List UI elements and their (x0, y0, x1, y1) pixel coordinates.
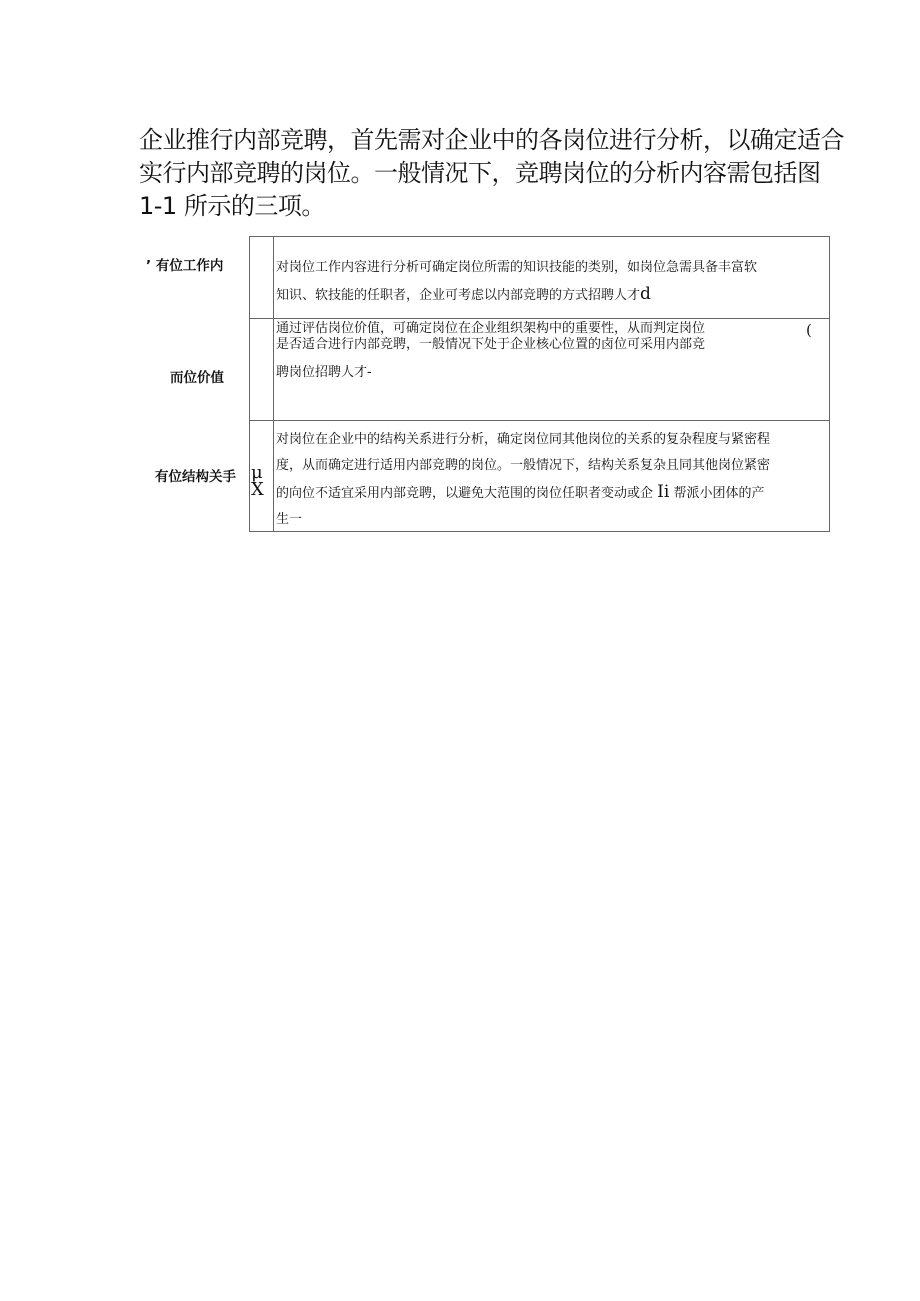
intro-paragraph (139, 124, 844, 223)
row-3-line-2: 度，从而确定进行适用内部竞聘的岗位。一般情况下，结构关系复杂且同其他岗位紧密 (276, 458, 771, 473)
table-divider-vertical (273, 237, 274, 531)
row-label-work-content: ’ 有位工作内 (146, 258, 224, 274)
table-divider-row-2 (250, 420, 829, 421)
row-2-line-3: 聘岗位招聘人才- (276, 365, 372, 380)
row-label-structure: 有位结构关手 (155, 469, 236, 485)
row-3-line-4: 生一 (276, 512, 303, 527)
row-3-line-3: 的向位不适宜采用内部竞聘，以避免大范围的岗位任职者变动或企 Ii 帮派小团体的产 (276, 482, 765, 502)
row-1-tail-glyph: d (640, 284, 651, 304)
row-1-line-2: 知识、软技能的任职者，企业可考虑以内部竞聘的方式招聘人才d (276, 284, 651, 304)
intro-line-3: 1-1 所示的三项。 (139, 192, 325, 220)
row-2-line-2: 是否适合进行内部竞聘，一般情况下处于企业核心位置的卤位可采用内部竞 (276, 337, 706, 352)
row-label-value: 而位价值 (170, 370, 224, 386)
intro-line-2: 实行内部竞聘的岗位。一般情况下，竞聘岗位的分析内容需包括图 (139, 159, 821, 187)
row-2-bracket: ( (806, 321, 812, 339)
side-glyph-x: X (251, 479, 264, 500)
side-glyph-mu: μ (251, 462, 263, 483)
analysis-table (249, 236, 830, 532)
row-1-description (276, 255, 823, 309)
row-2-line-1: 通过评估岗位价值，可确定岗位在企业组织架构中的重要性，从而判定岗位 (276, 321, 706, 336)
row-3-description (276, 427, 823, 533)
row-3-line-1: 对岗位在企业中的结构关系进行分析，确定岗位同其他岗位的关系的复杂程度与紧密程 (276, 432, 771, 447)
row-2-description (276, 316, 823, 386)
intro-line-1: 企业推行内部竞聘，首先需对企业中的各岗位进行分析，以确定适合 (139, 126, 844, 154)
row-3-mid-glyph: Ii (657, 482, 670, 502)
row-1-line-1: 对岗位工作内容进行分析可确定岗位所需的知识技能的类别，如岗位急需具备丰富软 (276, 260, 758, 275)
